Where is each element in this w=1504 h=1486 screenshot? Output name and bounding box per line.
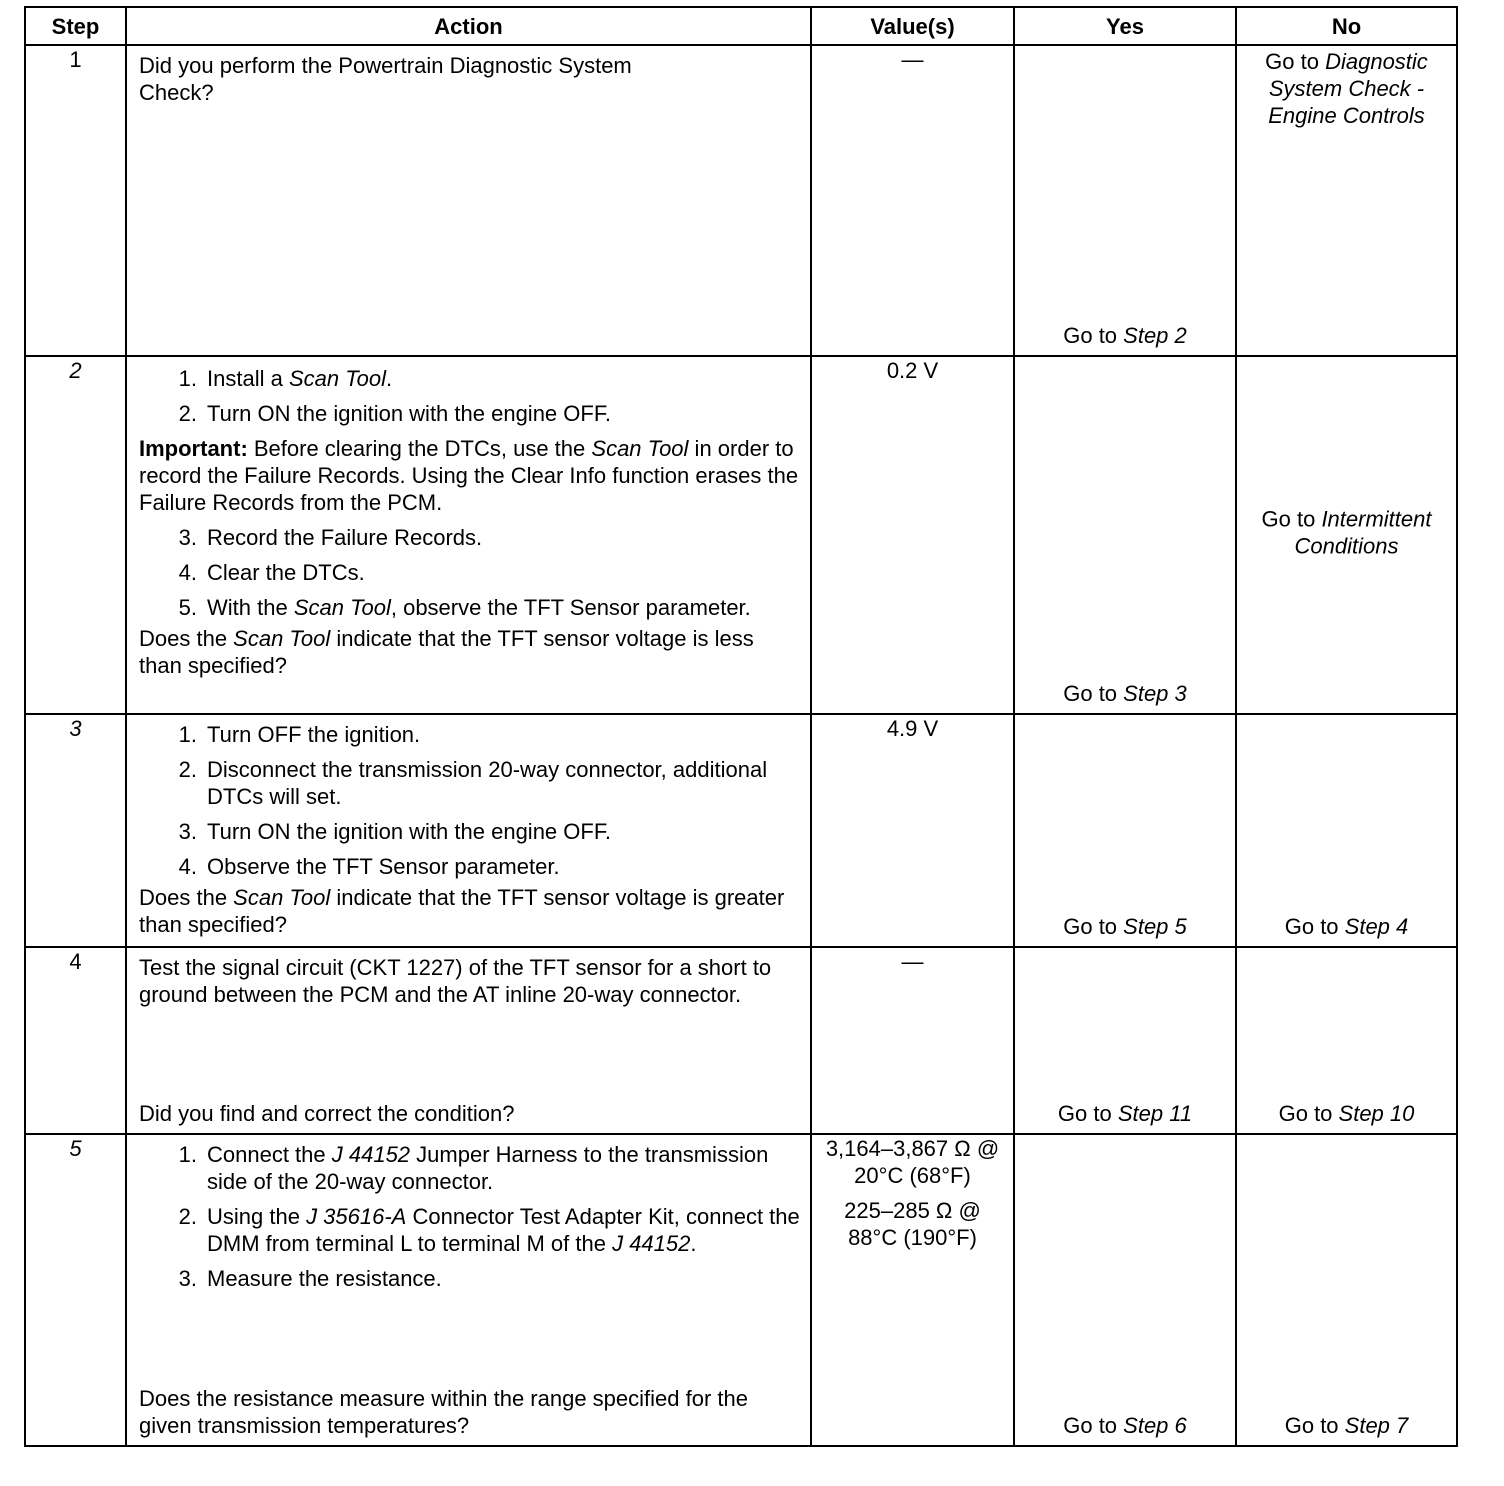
action-text: Did you perform the Powertrain Diagnostic System Check? <box>139 53 632 105</box>
action-text: Test the signal circuit (CKT 1227) of the TFT sensor for a short to ground between the PCM and the AT inline 20-way connector. <box>139 955 772 1007</box>
resistance-spec-cold: 3,164–3,867 Ω @ 20°C (68°F) <box>825 1136 1000 1188</box>
yes-cell <box>1014 1134 1236 1446</box>
yes-cell <box>1014 714 1236 947</box>
value-cell: — <box>811 947 1014 1134</box>
list-item: 3. Turn ON the ignition with the engine OFF. <box>178 819 611 844</box>
list-item: 4. Observe the TFT Sensor parameter. <box>178 854 560 879</box>
yes-target: Go to Step 11 <box>1057 1101 1193 1126</box>
header-yes: Yes <box>1014 7 1236 45</box>
list-item: 3. Record the Failure Records. <box>178 525 483 550</box>
table-row <box>25 714 1457 947</box>
step-number: 2 <box>25 356 126 714</box>
value-cell: — <box>811 45 1014 356</box>
action-steps <box>139 721 802 888</box>
header-step: Step <box>25 7 126 45</box>
step-number: 1 <box>25 45 126 356</box>
list-item: 1. Turn OFF the ignition. <box>178 722 421 747</box>
no-cell <box>1236 1134 1457 1446</box>
no-target: Go to Step 4 <box>1284 914 1409 939</box>
table-row <box>25 45 1457 356</box>
step-number: 5 <box>25 1134 126 1446</box>
action-cell <box>126 1134 811 1446</box>
resistance-spec-hot: 225–285 Ω @ 88°C (190°F) <box>844 1198 981 1250</box>
list-item: 4. Clear the DTCs. <box>178 560 365 585</box>
step-link[interactable]: Step 4 <box>1344 914 1409 939</box>
action-question: Does the Scan Tool indicate that the TFT sensor voltage is greater than specified? <box>139 885 785 937</box>
header-action: Action <box>126 7 811 45</box>
no-target: Go to Step 10 <box>1278 1101 1415 1126</box>
yes-cell <box>1014 947 1236 1134</box>
table-row <box>25 1134 1457 1446</box>
no-cell <box>1236 356 1457 714</box>
diagnostic-table <box>24 6 1458 1447</box>
list-item: 3. Measure the resistance. <box>178 1266 442 1291</box>
yes-cell <box>1014 356 1236 714</box>
diagnostic-table-container <box>24 6 1456 1447</box>
action-steps <box>139 1141 802 1300</box>
list-item: 2. Turn ON the ignition with the engine OFF. <box>178 401 611 426</box>
intermittent-conditions-link[interactable]: Intermittent Conditions <box>1294 506 1432 559</box>
action-cell <box>126 45 811 356</box>
step-link[interactable]: Step 5 <box>1123 914 1187 939</box>
step-link[interactable]: Step 7 <box>1344 1413 1409 1438</box>
no-target: Go to Diagnostic System Check - Engine Controls <box>1265 49 1428 128</box>
value-cell: 0.2 V <box>811 356 1014 714</box>
table-row <box>25 356 1457 714</box>
step-link[interactable]: Step 6 <box>1123 1413 1187 1438</box>
step-number: 3 <box>25 714 126 947</box>
action-cell <box>126 947 811 1134</box>
step-link[interactable]: Step 11 <box>1117 1101 1193 1126</box>
table-header-row <box>25 7 1457 45</box>
header-no: No <box>1236 7 1457 45</box>
step-link[interactable]: Step 10 <box>1338 1101 1415 1126</box>
step-link[interactable]: Step 2 <box>1123 323 1187 348</box>
no-cell <box>1236 714 1457 947</box>
action-cell <box>126 356 811 714</box>
no-cell <box>1236 947 1457 1134</box>
action-question: Does the Scan Tool indicate that the TFT sensor voltage is less than specified? <box>139 626 754 678</box>
list-item: 1. Connect the J 44152 Jumper Harness to the transmission side of the 20-way connector. <box>178 1142 769 1194</box>
list-item: 1. Install a Scan Tool. <box>178 366 393 391</box>
step-link[interactable]: Step 3 <box>1123 681 1187 706</box>
no-cell <box>1236 45 1457 356</box>
list-item: 2. Using the J 35616-A Connector Test Adapter Kit, connect the DMM from terminal L to terminal M of the J 44152. <box>178 1204 800 1256</box>
action-question: Does the resistance measure within the range specified for the given transmission temperatures? <box>139 1386 748 1438</box>
action-cell <box>126 714 811 947</box>
action-question: Did you find and correct the condition? <box>139 1101 515 1126</box>
diagnostic-check-link[interactable]: Diagnostic System Check - Engine Controls <box>1268 49 1428 128</box>
value-cell <box>811 1134 1014 1446</box>
important-note: Important: Before clearing the DTCs, use the Scan Tool in order to record the Failure Records. Using the Clear Info function erases the Failure Records from the PCM. <box>139 436 799 515</box>
list-item: 2. Disconnect the transmission 20-way connector, additional DTCs will set. <box>178 757 768 809</box>
yes-target: Go to Step 5 <box>1063 914 1187 939</box>
no-target: Go to Step 7 <box>1284 1413 1409 1438</box>
step-number: 4 <box>25 947 126 1134</box>
no-target: Go to Intermittent Conditions <box>1261 506 1432 559</box>
header-values: Value(s) <box>811 7 1014 45</box>
list-item: 5. With the Scan Tool, observe the TFT Sensor parameter. <box>178 595 751 620</box>
yes-target: Go to Step 2 <box>1063 323 1187 348</box>
yes-cell <box>1014 45 1236 356</box>
yes-target: Go to Step 6 <box>1063 1413 1187 1438</box>
action-steps <box>139 365 802 435</box>
yes-target: Go to Step 3 <box>1063 681 1187 706</box>
table-row <box>25 947 1457 1134</box>
value-cell: 4.9 V <box>811 714 1014 947</box>
action-steps <box>139 524 802 629</box>
